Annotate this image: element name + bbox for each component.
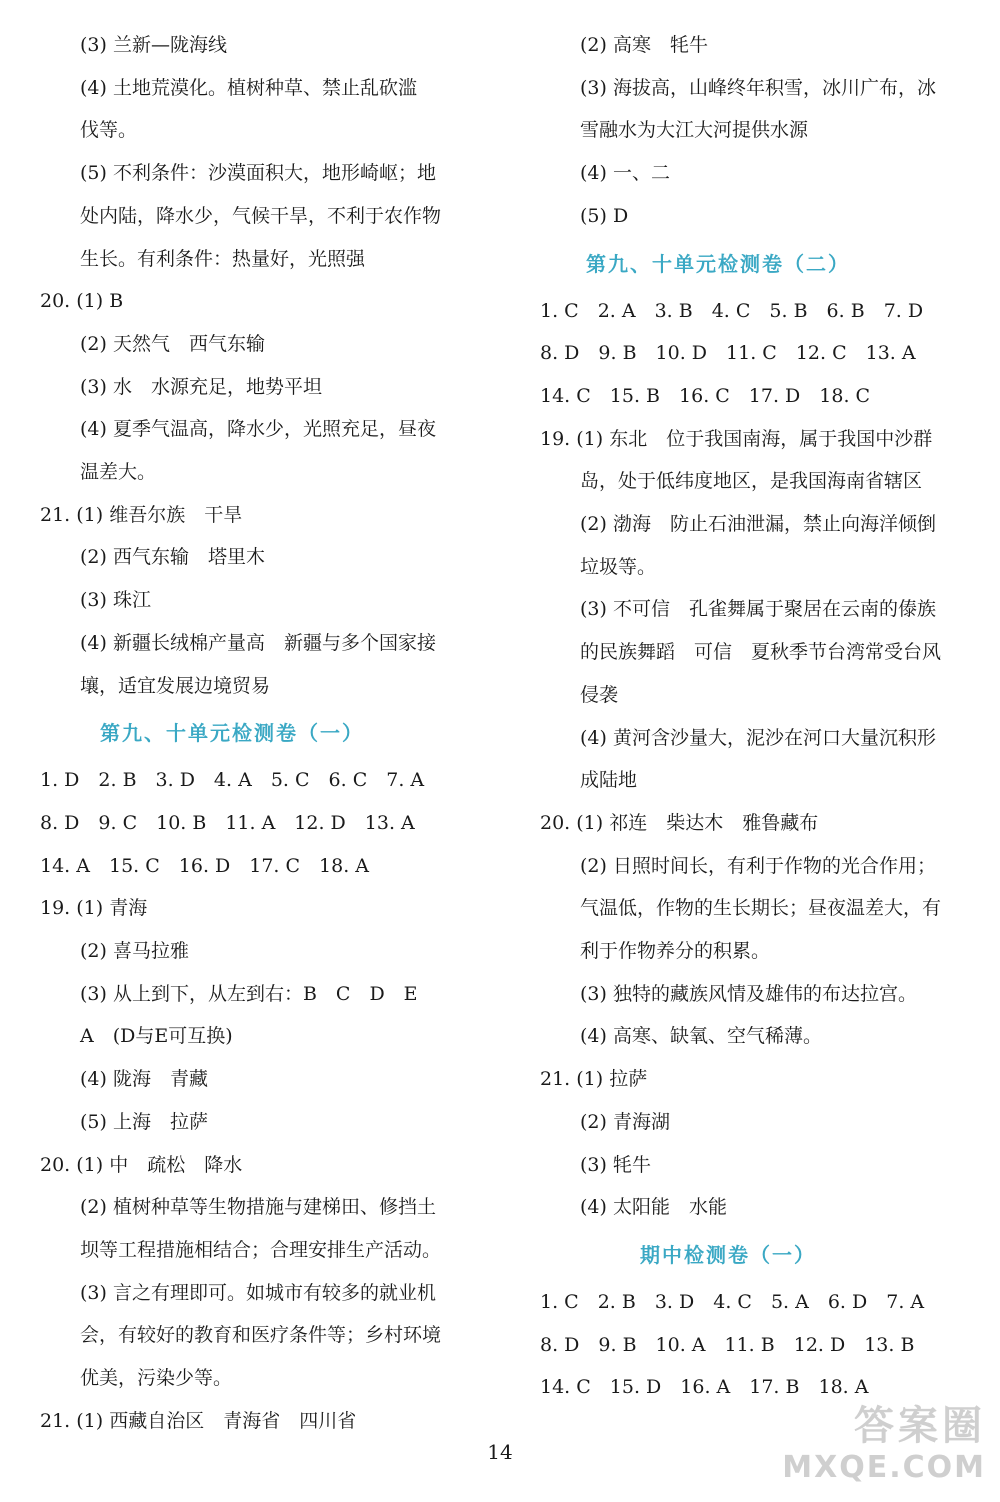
answer-line: A (D与E可互换) <box>80 1025 233 1048</box>
answer-line: 的民族舞蹈 可信 夏秋季节台湾常受台风 <box>580 641 942 664</box>
answer-line: 温差大。 <box>80 461 157 484</box>
answer-line: (4) 土地荒漠化。植树种草、禁止乱砍滥 <box>80 76 417 99</box>
answer-line: 气温低，作物的生长期长；昼夜温差大，有 <box>580 897 942 920</box>
answer-line: 1. C 2. A 3. B 4. C 5. B 6. B 7. D <box>540 299 924 322</box>
watermark-logo <box>726 1402 986 1494</box>
section-heading: 第九、十单元检测卷（二） <box>586 251 850 276</box>
answer-line: 伐等。 <box>80 119 138 142</box>
answer-line: 坝等工程措施相结合；合理安排生产活动。 <box>80 1238 442 1261</box>
answer-line: 生长。有利条件：热量好，光照强 <box>80 247 366 270</box>
answer-line: 岛，处于低纬度地区，是我国海南省辖区 <box>580 470 923 493</box>
page-number: 14 <box>487 1440 513 1464</box>
answer-line: (4) 黄河含沙量大，泥沙在河口大量沉积形 <box>580 726 936 749</box>
answer-line: (4) 夏季气温高，降水少，光照充足，昼夜 <box>80 418 436 441</box>
answer-line: (5) 上海 拉萨 <box>80 1110 208 1133</box>
answer-line: (3) 牦牛 <box>580 1153 651 1176</box>
answer-line: 成陆地 <box>580 769 638 792</box>
answer-line: 8. D 9. B 10. D 11. C 12. C 13. A <box>540 342 916 365</box>
answer-line: (2) 高寒 牦牛 <box>580 34 708 56</box>
answer-line: (3) 从上到下，从左到右：B C D E <box>80 982 418 1005</box>
answer-line: (3) 言之有理即可。如城市有较多的就业机 <box>80 1281 436 1304</box>
answer-line: (3) 水 水源充足，地势平坦 <box>80 375 322 398</box>
answer-line: 21. (1) 维吾尔族 干旱 <box>40 503 243 526</box>
answer-line: 优美，污染少等。 <box>80 1367 233 1390</box>
answer-line: 20. (1) 祁连 柴达木 雅鲁藏布 <box>540 811 819 834</box>
answer-line: (5) 不利条件：沙漠面积大，地形崎岖；地 <box>80 162 436 185</box>
answer-line: 21. (1) 西藏自治区 青海省 四川省 <box>40 1409 357 1432</box>
answer-line: 会，有较好的教育和医疗条件等；乡村环境 <box>80 1324 442 1347</box>
answer-line: (3) 独特的藏族风情及雄伟的布达拉宫。 <box>580 982 917 1005</box>
section-heading: 第九、十单元检测卷（一） <box>100 721 364 746</box>
answer-line: (2) 天然气 西气东输 <box>80 332 265 355</box>
answer-line: 利于作物养分的积累。 <box>580 940 771 963</box>
left-column <box>40 24 480 1443</box>
answer-line: (4) 太阳能 水能 <box>580 1196 727 1219</box>
right-column <box>540 24 980 1409</box>
answer-line: (2) 西气东输 塔里木 <box>80 546 265 569</box>
watermark-url: MXQE.COM <box>782 1450 986 1485</box>
section-heading: 期中检测卷（一） <box>640 1242 816 1267</box>
answer-line: 19. (1) 东北 位于我国南海，属于我国中沙群 <box>540 427 933 450</box>
answer-line: (4) 高寒、缺氧、空气稀薄。 <box>580 1025 822 1048</box>
answer-line: 垃圾等。 <box>580 555 657 578</box>
answer-line: (2) 喜马拉雅 <box>80 940 189 963</box>
watermark-text: 答案圈 <box>854 1403 986 1449</box>
answer-line: 处内陆，降水少，气候干旱，不利于农作物 <box>80 204 442 227</box>
answer-line: 1. C 2. B 3. D 4. C 5. A 6. D 7. A <box>540 1290 925 1313</box>
answer-line: (5) D <box>580 204 629 227</box>
answer-line: (3) 不可信 孔雀舞属于聚居在云南的傣族 <box>580 598 936 621</box>
answer-line: 20. (1) 中 疏松 降水 <box>40 1153 243 1176</box>
answer-line: 8. D 9. C 10. B 11. A 12. D 13. A <box>40 811 415 834</box>
answer-line: 侵袭 <box>580 683 619 706</box>
answer-line: 14. C 15. B 16. C 17. D 18. C <box>540 384 871 407</box>
answer-line: (3) 海拔高，山峰终年积雪，冰川广布，冰 <box>580 76 936 99</box>
answer-line: (2) 渤海 防止石油泄漏，禁止向海洋倾倒 <box>580 513 936 536</box>
answer-line: (2) 植树种草等生物措施与建梯田、修挡土 <box>80 1196 436 1219</box>
answer-line: 1. D 2. B 3. D 4. A 5. C 6. C 7. A <box>40 769 425 792</box>
answer-line: 20. (1) B <box>40 290 124 313</box>
answer-line: 8. D 9. B 10. A 11. B 12. D 13. B <box>540 1333 915 1356</box>
answer-line: (4) 一、二 <box>580 162 670 185</box>
answer-line: (2) 青海湖 <box>580 1110 670 1133</box>
answer-line: 雪融水为大江大河提供水源 <box>580 119 809 142</box>
answer-line: 壤，适宜发展边境贸易 <box>80 674 271 697</box>
answer-line: 14. A 15. C 16. D 17. C 18. A <box>40 854 370 877</box>
answer-line: (3) 珠江 <box>80 589 151 612</box>
answer-line: 14. C 15. D 16. A 17. B 18. A <box>540 1376 869 1399</box>
answer-line: (4) 新疆长绒棉产量高 新疆与多个国家接 <box>80 631 436 654</box>
answer-line: (4) 陇海 青藏 <box>80 1068 208 1091</box>
answer-line: (2) 日照时间长，有利于作物的光合作用； <box>580 854 936 877</box>
answer-line: 21. (1) 拉萨 <box>540 1068 648 1091</box>
answer-line: (3) 兰新—陇海线 <box>80 34 227 56</box>
answer-line: 19. (1) 青海 <box>40 897 148 920</box>
